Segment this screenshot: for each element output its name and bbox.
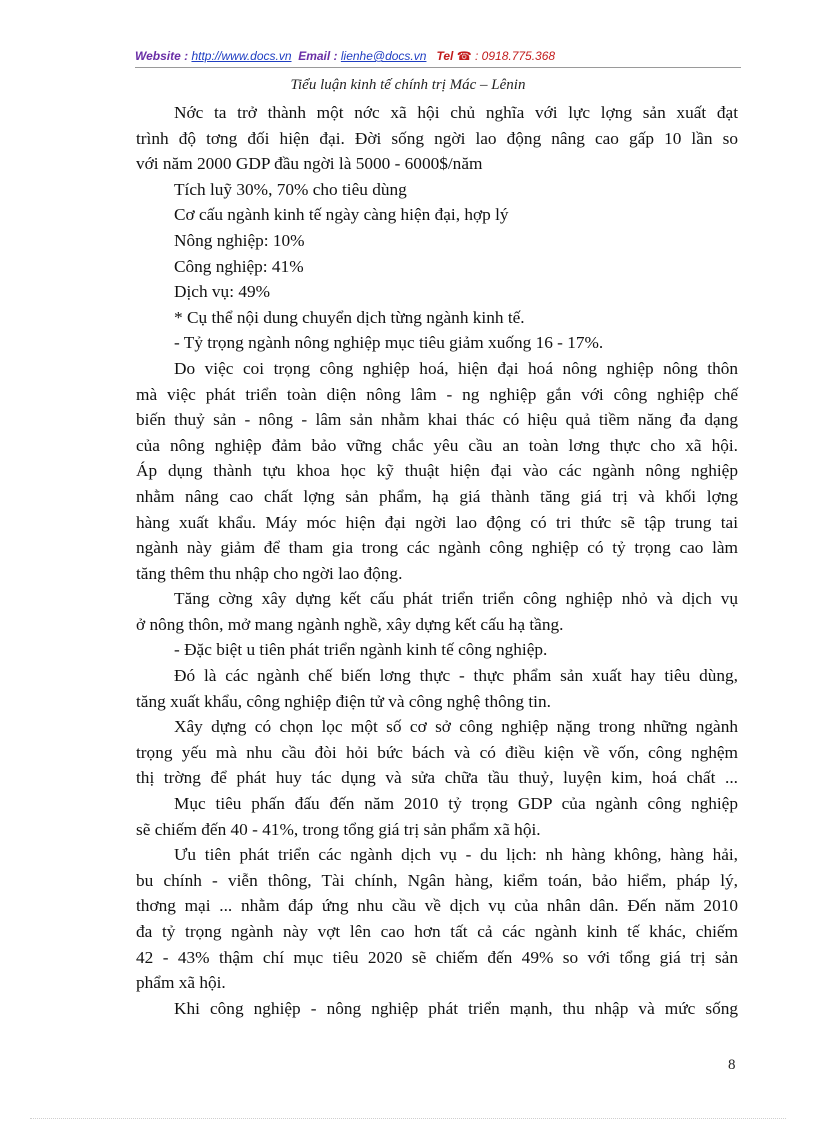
- text-line: Nông nghiệp: 10%: [174, 230, 305, 250]
- document-title: Tiểu luận kinh tế chính trị Mác – Lênin: [290, 77, 526, 93]
- text-line: trình độ tơng đối hiện đại. Đời sống ngời lao động nâng cao gấp 10 lần so: [136, 128, 738, 148]
- text-line: Cơ cấu ngành kinh tế ngày càng hiện đại, hợp lý: [174, 205, 509, 225]
- text-line: phẩm xã hội.: [136, 973, 226, 993]
- text-line: Tăng cờng xây dựng kết cấu phát triển triển công nghiệp nhỏ và dịch vụ: [174, 589, 738, 609]
- text-line: biến thuỷ sản - nông - lâm sản nhằm khai thác có hiệu quả tiềm năng đa dạng: [136, 410, 738, 430]
- text-line: Mục tiêu phấn đấu đến năm 2010 tỷ trọng GDP của ngành công nghiệp: [174, 794, 738, 814]
- email-label: Email: [298, 49, 331, 63]
- body-text: [136, 100, 738, 1021]
- text-line: Ưu tiên phát triển các ngành dịch vụ - du lịch: nh hàng không, hàng hải,: [174, 845, 738, 865]
- website-label: Website :: [135, 49, 192, 63]
- text-line: Nớc ta trở thành một nớc xã hội chủ nghĩa với lực lợng sản xuất đạt: [174, 103, 738, 122]
- phone-icon: ☎: [456, 49, 472, 63]
- text-line: bu chính - viễn thông, Tài chính, Ngân hàng, kiểm toán, bảo hiểm, pháp lý,: [136, 870, 738, 890]
- text-line: ở nông thôn, mở mang ngành nghề, xây dựng kết cấu hạ tầng.: [136, 614, 564, 634]
- text-line: thơng mại ... nhằm đáp ứng nhu cầu về dịch vụ của nhân dân. Đến năm 2010: [136, 896, 738, 916]
- text-line: Đó là các ngành chế biến lơng thực - thực phẩm sản xuất hay tiêu dùng,: [174, 666, 738, 686]
- text-line: Khi công nghiệp - nông nghiệp phát triển mạnh, thu nhập và mức sống: [174, 998, 738, 1018]
- email-separator: :: [330, 49, 341, 63]
- text-line: Dịch vụ: 49%: [174, 282, 270, 302]
- text-line: mà việc phát triển toàn diện nông lâm - ng nghiệp gắn với công nghiệp chế: [136, 384, 738, 404]
- text-line: - Đặc biệt u tiên phát triển ngành kinh tế công nghiệp.: [174, 640, 548, 660]
- text-line: đa tỷ trọng ngành này vợt lên cao hơn tất cả các ngành kinh tế khác, chiếm: [136, 922, 738, 941]
- text-line: Tích luỹ 30%, 70% cho tiêu dùng: [174, 179, 407, 199]
- page-number: 8: [728, 1057, 736, 1073]
- text-line: trọng yếu mà nhu cầu đòi hỏi bức bách và có điều kiện về vốn, công nghệm: [136, 742, 738, 762]
- text-line: sẽ chiếm đến 40 - 41%, trong tổng giá trị sản phẩm xã hội.: [136, 819, 541, 839]
- site-header: [135, 49, 741, 67]
- header-rule: [135, 67, 741, 68]
- text-line: tăng xuất khẩu, công nghiệp điện tử và công nghệ thông tin.: [136, 691, 551, 711]
- email-link[interactable]: lienhe@docs.vn: [340, 49, 427, 63]
- text-line: * Cụ thể nội dung chuyển dịch từng ngành kinh tế.: [174, 307, 525, 327]
- text-line: Công nghiệp: 41%: [174, 256, 304, 276]
- text-line: Áp dụng thành tựu khoa học kỹ thuật hiện đại vào các ngành nông nghiệp: [136, 461, 738, 481]
- tel-value: : 0918.775.368: [471, 49, 556, 63]
- text-line: - Tỷ trọng ngành nông nghiệp mục tiêu giảm xuống 16 - 17%.: [174, 333, 604, 353]
- text-line: với năm 2000 GDP đầu ngời là 5000 - 6000$/năm: [136, 154, 483, 174]
- text-line: thị trờng để phát huy tác dụng và sửa chữa tầu thuỷ, luyện kim, hoá chất ...: [136, 768, 738, 788]
- text-line: Do việc coi trọng công nghiệp hoá, hiện đại hoá nông nghiệp nông thôn: [174, 358, 738, 378]
- website-link[interactable]: http://www.docs.vn: [191, 49, 292, 63]
- text-line: của nông nghiệp đảm bảo vững chắc yêu cầu an toàn lơng thực cho xã hội.: [136, 435, 738, 455]
- text-line: nhằm nâng cao chất lợng sản phẩm, hạ giá thành tăng giá trị và khối lợng: [136, 486, 738, 506]
- text-line: ngành này giảm để tham gia trong các ngành công nghiệp có tỷ trọng cao làm: [136, 538, 738, 558]
- text-line: Xây dựng có chọn lọc một số cơ sở công nghiệp nặng trong những ngành: [174, 717, 738, 737]
- tel-label: Tel: [436, 49, 454, 63]
- page-bottom-border: [30, 1118, 786, 1119]
- text-line: 42 - 43% thậm chí mục tiêu 2020 sẽ chiếm đến 49% so với tổng giá trị sản: [136, 947, 738, 967]
- text-line: tăng thêm thu nhập cho ngời lao động.: [136, 563, 403, 583]
- text-line: hàng xuất khẩu. Máy móc hiện đại ngời lao động có tri thức sẽ tập trung tai: [136, 512, 738, 532]
